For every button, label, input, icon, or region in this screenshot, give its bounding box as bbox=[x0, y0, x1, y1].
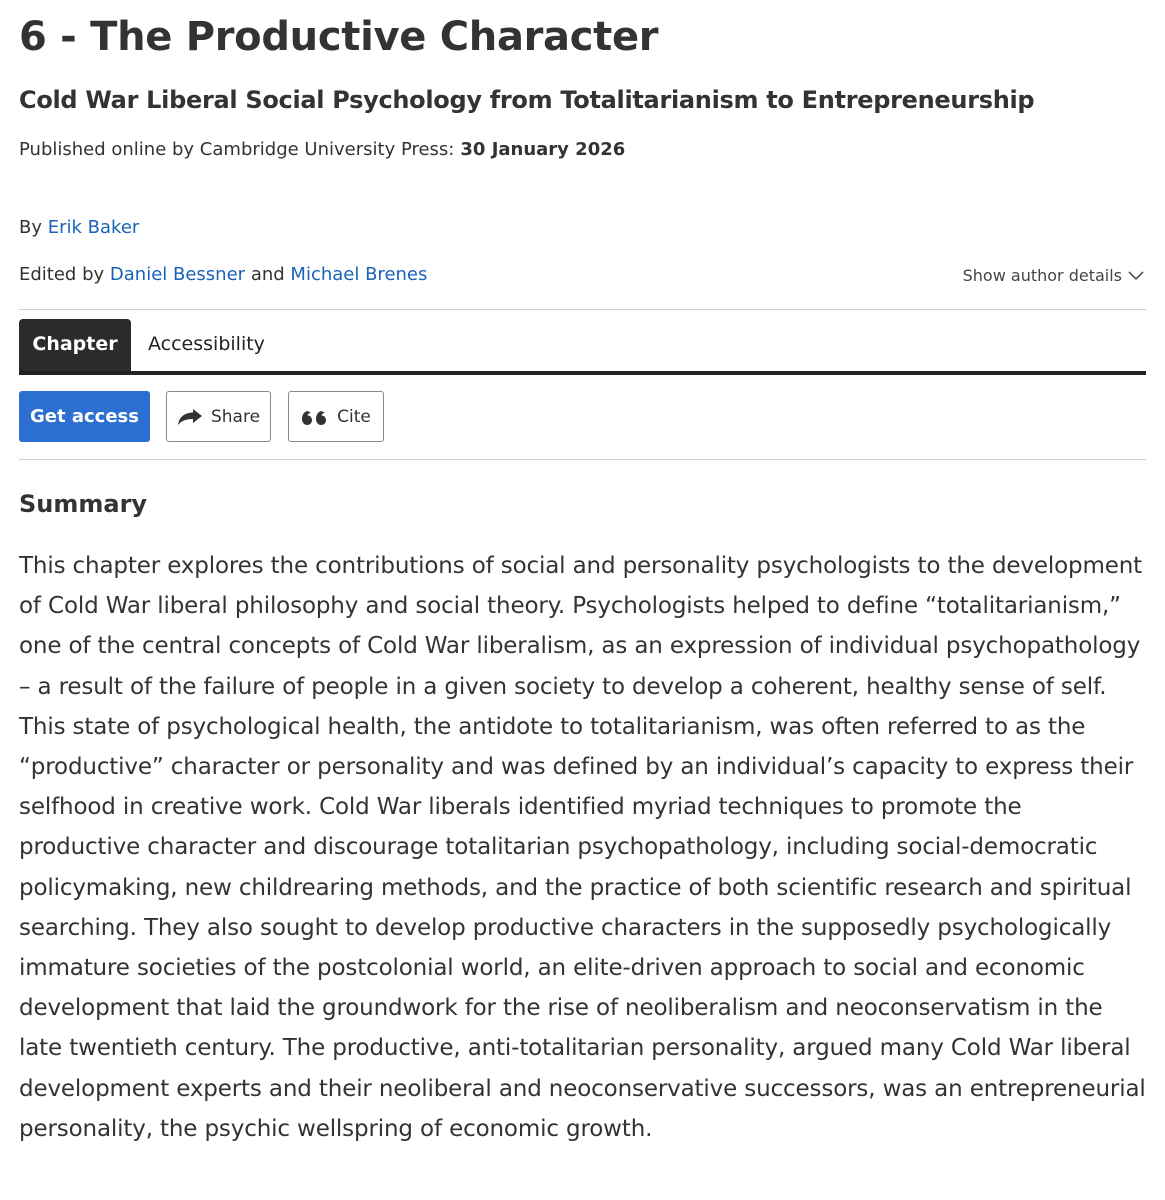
editor-link-2[interactable]: Michael Brenes bbox=[290, 264, 428, 285]
summary-heading: Summary bbox=[19, 490, 148, 518]
and-label: and bbox=[250, 264, 285, 285]
editor-line bbox=[19, 264, 427, 285]
get-access-button[interactable]: Get access bbox=[19, 391, 150, 442]
author-link[interactable]: Erik Baker bbox=[47, 217, 140, 238]
cite-label: Cite bbox=[337, 406, 371, 427]
tab-bar bbox=[19, 319, 1146, 375]
divider bbox=[19, 309, 1146, 310]
share-button[interactable] bbox=[166, 391, 271, 442]
cite-button[interactable] bbox=[288, 391, 384, 442]
tab-chapter[interactable]: Chapter bbox=[19, 319, 131, 371]
tab-accessibility[interactable]: Accessibility bbox=[148, 333, 265, 355]
show-author-details-toggle[interactable] bbox=[963, 266, 1144, 285]
share-label: Share bbox=[210, 406, 261, 427]
share-arrow-icon bbox=[177, 408, 203, 426]
editor-link-1[interactable]: Daniel Bessner bbox=[109, 264, 246, 285]
chevron-down-icon bbox=[1128, 271, 1144, 281]
book-title: Cold War Liberal Social Psychology from Totalitarianism to Entrepreneurship bbox=[19, 86, 1035, 114]
quote-icon bbox=[301, 408, 329, 426]
published-date: 30 January 2026 bbox=[460, 139, 626, 160]
published-label: Published online by Cambridge University Press: bbox=[19, 139, 455, 160]
publication-info bbox=[19, 139, 625, 160]
author-line bbox=[19, 217, 139, 238]
summary-text: This chapter explores the contributions of social and personality psychologists to the development of Cold War liberal philosophy and social theory. Psychologists helped to define “totalitarianism,” one of the central concepts of Cold War liberalism, as an expression of individual psychopathology – a result of the failure of people in a given society to develop a coherent, healthy sense of self. This state of psychological health, the antidote to totalitarianism, was often referred to as the “productive” character or personality and was defined by an individual’s capacity to express their selfhood in creative work. Cold War liberals identified myriad techniques to promote the productive character and discourage totalitarian psychopathology, including social-democratic policymaking, new childrearing methods, and the practice of both scientific research and spiritual searching. They also sought to develop productive characters in the supposedly psychologically immature societies of the postcolonial world, an elite-driven approach to social and economic development that laid the groundwork for the rise of neoliberalism and neoconservatism in the late twentieth century. The productive, anti-totalitarian personality, argued many Cold War liberal development experts and their neoliberal and neoconservative successors, was an entrepreneurial personality, the psychic wellspring of economic growth. bbox=[19, 553, 1146, 1142]
edited-by-label: Edited by bbox=[19, 264, 105, 285]
page-title: 6 - The Productive Character bbox=[19, 14, 659, 60]
divider bbox=[19, 459, 1146, 460]
show-author-details-label: Show author details bbox=[962, 266, 1122, 285]
by-label: By bbox=[19, 217, 43, 238]
